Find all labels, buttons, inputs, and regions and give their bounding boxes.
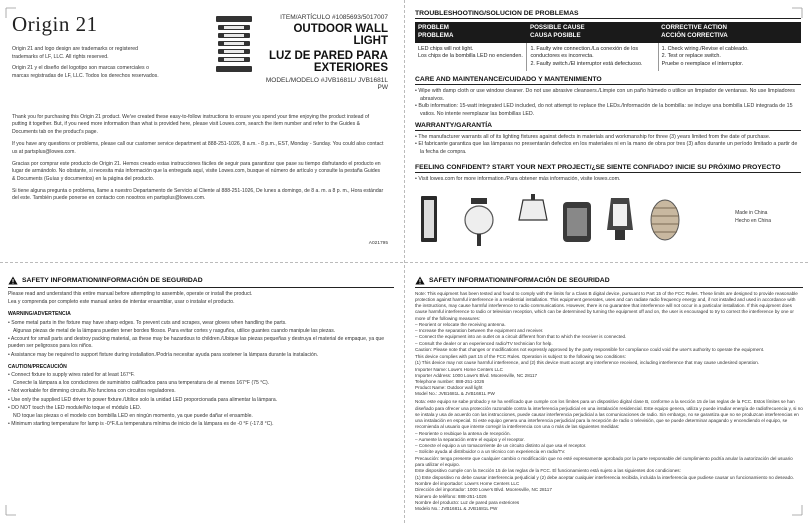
warning-2: • Account for small parts and destroy packing material, as these may be hazardous to children./Ubique las piezas pequeñas y destruya el material de empaque, ya que pueden ser peligrosos para los niños. (8, 336, 385, 350)
safety-body (8, 291, 394, 429)
brand-logo: Origin 21 (12, 12, 98, 36)
col-action: CORRECTIVE ACTION ACCIÓN CORRECTIVA (658, 22, 801, 43)
fcc-note: Note: This equipment has been tested and found to comply with the limits for a Class B digital device, pursuant to Part 15 of the FCC Rules. These limits are designed to provide reasonable protection against harmful interference in a residential installation. This equipment generates, uses and can radiate radio frequency energy and, if not installed and used in accordance with the instructions, may cause harmful interference to radio communications. However, there is no guarantee that interference will not occur in a particular installation. If this equipment does cause harmful interference to radio or television reception, which can be determined by turning the equipment off and on, the user is encouraged to try to correct the interference by one or more of the following measures: (415, 291, 798, 321)
warning-3: • Assistance may be required to support fixture during installation./Podría necesitar ayuda para sostener la lámpara durante la instalación. (8, 351, 319, 358)
fcc-complies: This device complies with part 15 of the FCC Rules. Operation is subject to the following two conditions: (1) This device may not cause harmful interference, and (2) this device must accept any interference received, including interference that may cause undesired operation. (415, 353, 760, 366)
caution-subheading: CAUTION/PRECAUCIÓN (8, 363, 67, 370)
fcc-importer: Importer Name: Lowe's Home Centers LLC Importer Address: 1000 Lowe's Blvd. Mooresville, NC 28117 Telephone number: 888-251-1026 Product Name: Outdoor wall light Model No.: JVB1681L & JVB1681L PW (415, 366, 538, 397)
troubleshooting-heading: TROUBLESHOOTING/SOLUCIÓN DE PROBLEMAS (415, 10, 801, 19)
product-title-block (260, 14, 388, 91)
next-project-heading: FEELING CONFIDENT? START YOUR NEXT PROJECT/¿SE SIENTE CONFIADO? INICIE SU PRÓXIMO PROYECTO (415, 164, 801, 173)
fcc-medidas: – Reoriente o reubique la antena de recepción. – Aumente la separación entre el equipo y el receptor. – Conecte el equipo a un tomacorriente de un circuito distinto al que usa el receptor. – Solicite ayuda al distribuidor o a un técnico con experiencia en radio/TV. (415, 430, 587, 455)
read-en: Please read and understand this entire manual before attempting to assemble, operate or install the product. (8, 291, 253, 297)
col-problem: PROBLEM PROBLEMA (415, 22, 527, 43)
intro-p1: Thank you for purchasing this Origin 21 product. We've created these easy-to-follow instructions to ensure you spend your time enjoying the product instead of putting it together. But, if you need more information than what is provided here, please visit Lowes.com, search the item number and refer to the Guides & Documents tab on the product's page. (12, 114, 370, 135)
caution-5: • Minimum starting temperature for lamp is -0°F./La temperatura mínima de inicio de la lámpara es de -0 °F (-17.8 °C). (8, 421, 274, 428)
model-number: MODEL/MODELO #JVB1681L/ JVB1681L PW (265, 77, 388, 92)
warning-triangle-icon (8, 276, 18, 285)
caution-2: • Not workable for dimming circuits./No funciona con circuitos reguladores. (8, 388, 176, 395)
care-list (415, 88, 801, 118)
table-row (415, 43, 801, 72)
troubleshooting-panel (415, 10, 801, 250)
safety-panel (8, 276, 394, 518)
list-item: • The manufacturer warrants all of its lighting fixtures against defects in materials and workmanship for three (3) years limited from the date of purchase. (415, 134, 771, 141)
caution-1: • Connect fixture to supply wires rated for at least 167°F. (8, 371, 135, 378)
warranty-heading: WARRANTY/GARANTÍA (415, 122, 801, 131)
cell-problem: LED chips will not light. Los chips de la bombilla LED no encienden. (415, 43, 527, 72)
fcc-panel (415, 276, 803, 518)
col-cause: POSSIBLE CAUSE CAUSA POSIBLE (527, 22, 658, 43)
list-item: • Wipe with damp cloth or use window cleaner. Do not use abrasive cleansers./Limpie con un paño húmedo o utilice un limpiador de ventanas. No use limpiadores abrasivos. (415, 88, 795, 102)
caution-3: • Use only the supplied LED driver to power fixture./Utilice solo la unidad LED proporcionada para alimentar la lámpara. (8, 396, 278, 403)
fcc-cumple: Este dispositivo cumple con la Sección 15 de las reglas de la FCC. El funcionamiento está sujeto a las siguientes dos condiciones: (1) Este dispositivo no debe causar interferencia perjudicial y (2) debe aceptar cualquier interferencia recibida, incluida la interferencia que pudiese causar un funcionamiento no deseado. (415, 468, 794, 480)
cell-cause: 1. Faulty wire connection./La conexión de los conductores es incorrecta. 2. Faulty switch./El interruptor está defectuoso. (527, 43, 658, 72)
fcc-body (415, 291, 803, 512)
caution-4-es: NO toque las piezas o el modelo con bombilla LED en ningún momento, ya que puede dañar el ensamble. (13, 413, 253, 420)
safety-heading-row (8, 276, 394, 288)
next-project-list (415, 176, 801, 183)
fcc-caution: Caution: Please note that changes or modifications not expressly approved by the party responsible for compliance could void the user's authority to operate the equipment. (415, 347, 765, 353)
trademark-note (12, 46, 162, 84)
warranty-list (415, 134, 801, 156)
list-item: • El fabricante garantiza que las lámparas no presentarán defectos en los materiales ni en la mano de obra por tres (3) años durante un período limitado a partir de la fecha de compra. (415, 141, 798, 155)
warning-1-es: Algunas piezas de metal de la lámpara pueden tener bordes filosos. Para evitar cortes y rasguños, utilice guantes cuando manipule las piezas. (13, 327, 336, 334)
made-in-en: Made in China (735, 210, 768, 216)
list-item: • Bulb information: 15-watt integrated LED included, do not attempt to replace the LEDs./Información de la bombilla: se incluye una bombilla LED integrada de 15 vatios. No intente reemplazar las bombillas LED. (415, 103, 793, 117)
product-hero-image (204, 14, 264, 78)
fcc-heading-row (415, 276, 803, 288)
cover-panel (8, 10, 392, 250)
warning-subheading: WARNING/ADVERTENCIA (8, 311, 71, 318)
item-number: ITEM/ARTÍCULO #1085693/5017007 (280, 14, 388, 21)
caution-1-es: Conecte la lámpara a los conductores de suministro calificados para una temperatura de al menos 167°F (75 °C). (13, 380, 270, 387)
fcc-measures: – Reorient or relocate the receiving antenna. – Increase the separation between the equipment and receiver. – Connect the equipment into an outlet on a circuit different from that to which the receiver is connected. – Consult the dealer or an experienced radio/TV technician for help. (415, 322, 627, 346)
intro-p3: Gracias por comprar este producto de Origin 21. Hemos creado estas instrucciones fáciles de seguir para garantizar que pase su tiempo disfrutando el producto en lugar de armándolo. No obstante, si necesita más información que la entregada aquí, visite Lowes.com, busque el número de artículo y consulte la pestaña Guides & Documents (Guías y documentos) en la página del producto. (12, 160, 381, 182)
caution-4: • DO NOT touch the LED module/No toque el módulo LED. (8, 404, 142, 411)
table-header-row (415, 22, 801, 43)
document-code: A021795 (368, 241, 388, 246)
visit-lowes-link[interactable]: • Visit lowes.com for more information./Para obtener más información, visite lowes.com. (415, 176, 621, 183)
intro-p2: If you have any questions or problems, please call our customer service department at 888-251-1026, 8 a.m. - 8 p.m., EST, Monday - Sunday. You could also contact us at partsplus@lowes.com. (12, 141, 384, 155)
fcc-importador: Nombre del importador: Lowe's Home Centers LLC Dirección del importador: 1000 Lowe's Blvd. Mooresville, NC 28117 Número de teléfono: 888-251-1026 Nombre del producto: Luz de pared para exteriores Modelo No.: JVB1681L & JVB1681L PW (415, 481, 552, 511)
warning-1: • Some metal parts in the fixture may have sharp edges. To prevent cuts and scrapes, wear gloves when handling the parts. (8, 319, 287, 326)
title-es: LUZ DE PARED PARA EXTERIORES (268, 50, 388, 75)
care-heading: CARE AND MAINTENANCE/CUIDADO Y MANTENIMIENTO (415, 76, 801, 85)
fcc-precaucion: Precaución: tenga presente que cualquier cambio o modificación que no esté expresamente aprobado por la parte responsable del cumplimiento podría anular la autorización del usuario para utilizar el equipo. (415, 455, 793, 467)
warning-triangle-icon (415, 276, 425, 285)
read-es: Lea y comprenda por completo este manual antes de intentar ensamblar, usar o instalar el producto. (8, 299, 235, 306)
safety-heading: SAFETY INFORMATION/INFORMACIÓN DE SEGURIDAD (22, 277, 203, 284)
made-in-es: Hecho en China (735, 217, 771, 224)
fcc-heading: SAFETY INFORMATION/INFORMACIÓN DE SEGURIDAD (429, 277, 610, 284)
intro-p4: Si tiene alguna pregunta o problema, llame a nuestro Departamento de Servicio al Cliente al 888-251-1026, De lunes a domingo, de 8 a. m. a 8 p. m., Hora estándar del este. También puede ponerse en contacto con nosotros en partsplus@lowes.com. (12, 188, 384, 202)
cell-action: 1. Check wiring./Revise el cableado. 2. Test or replace switch. Pruebe o reemplace el interruptor. (661, 45, 749, 67)
related-products-image (415, 190, 715, 250)
trademark-es: Origin 21 y el diseño del logotipo son marcas comerciales o marcas registradas de LF, LLC. Todos los derechos reservados. (12, 65, 159, 79)
intro-text (12, 114, 384, 208)
troubleshooting-table (415, 22, 801, 71)
title-en: OUTDOOR WALL LIGHT (293, 23, 388, 47)
trademark-en: Origin 21 and logo design are trademarks or registered trademarks of LF, LLC. All rights reserved. (12, 46, 139, 60)
fcc-nota: Nota: este equipo se sabe probado y se ha verificado que cumple con los límites para un dispositivo digital clase B, conforme a la sección 15 de las reglas de la FCC. Estos límites se han diseñado para ofrecer una protección razonable contra la interferencia perjudicial en una instalación residencial. Este equipo genera, utiliza y puede irradiar energía de radiofrecuencia y, si no se instala y usa de acuerdo con las instrucciones, puede causar interferencia perjudicial a las comunicaciones de radio. Sin embargo, no se garantiza que no se produzcan interferencias en una instalación en especial. Si este equipo genera una interferencia perjudicial para la recepción de radio o televisión, que se puede determinar apagando y encendiendo el equipo, se recomienda al usuario que intente corregir la interferencia con una o más de las siguientes medidas: (415, 399, 803, 429)
made-in-label (735, 210, 771, 225)
